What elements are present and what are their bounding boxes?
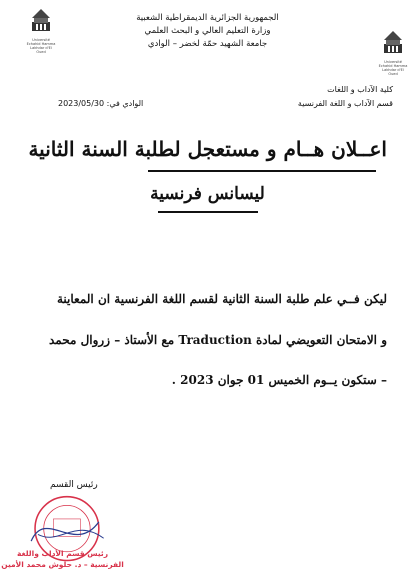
faculty-name: كلية الآداب و اللغات [327,85,393,94]
signatory-name: رئيس قسم الأداب واللغة الفرنسية – د. حلوش محمد الأمين [1,549,124,569]
country-name: الجمهورية الجزائرية الديمقراطية الشعبية [136,13,279,23]
university-logo-icon [381,30,405,56]
body-line-3: – ستكون يــوم الخميس 01 جوان 2023 . [171,373,387,387]
signature-label: رئيس القسم [50,480,98,490]
logo-caption: Université Echahid Hamma Lakhdar d'El Oued [378,60,408,76]
announcement-subtitle: ليسانس فرنسية [150,184,265,204]
logo-caption: Université Echahid Hamma Lakhdar d'El Oued [26,38,56,54]
university-name: جامعة الشهيد حمّة لخضر – الوادي [147,39,268,49]
body-line-2: و الامتحان التعويضي لمادة Traduction مع الأستاذ – زروال محمد [49,333,387,347]
body-line-1: ليكن فــي علم طلبة السنة الثانية لقسم اللغة الفرنسية ان المعاينة [57,292,387,306]
department-name: قسم الآداب و اللغة الفرنسية [297,99,393,108]
ministry-name: وزارة التعليم العالي و البحث العلمي [144,26,271,36]
subtitle-underline [158,211,258,213]
university-logo-left [26,8,56,54]
title-underline [148,170,376,172]
university-logo-icon [29,8,53,34]
announcement-title: اعــلان هــام و مستعجل لطلبة السنة الثانية [28,137,387,161]
university-logo-right [378,30,408,76]
header-center [100,12,315,51]
date-place: الوادي في: 2023/05/30 [58,99,144,108]
